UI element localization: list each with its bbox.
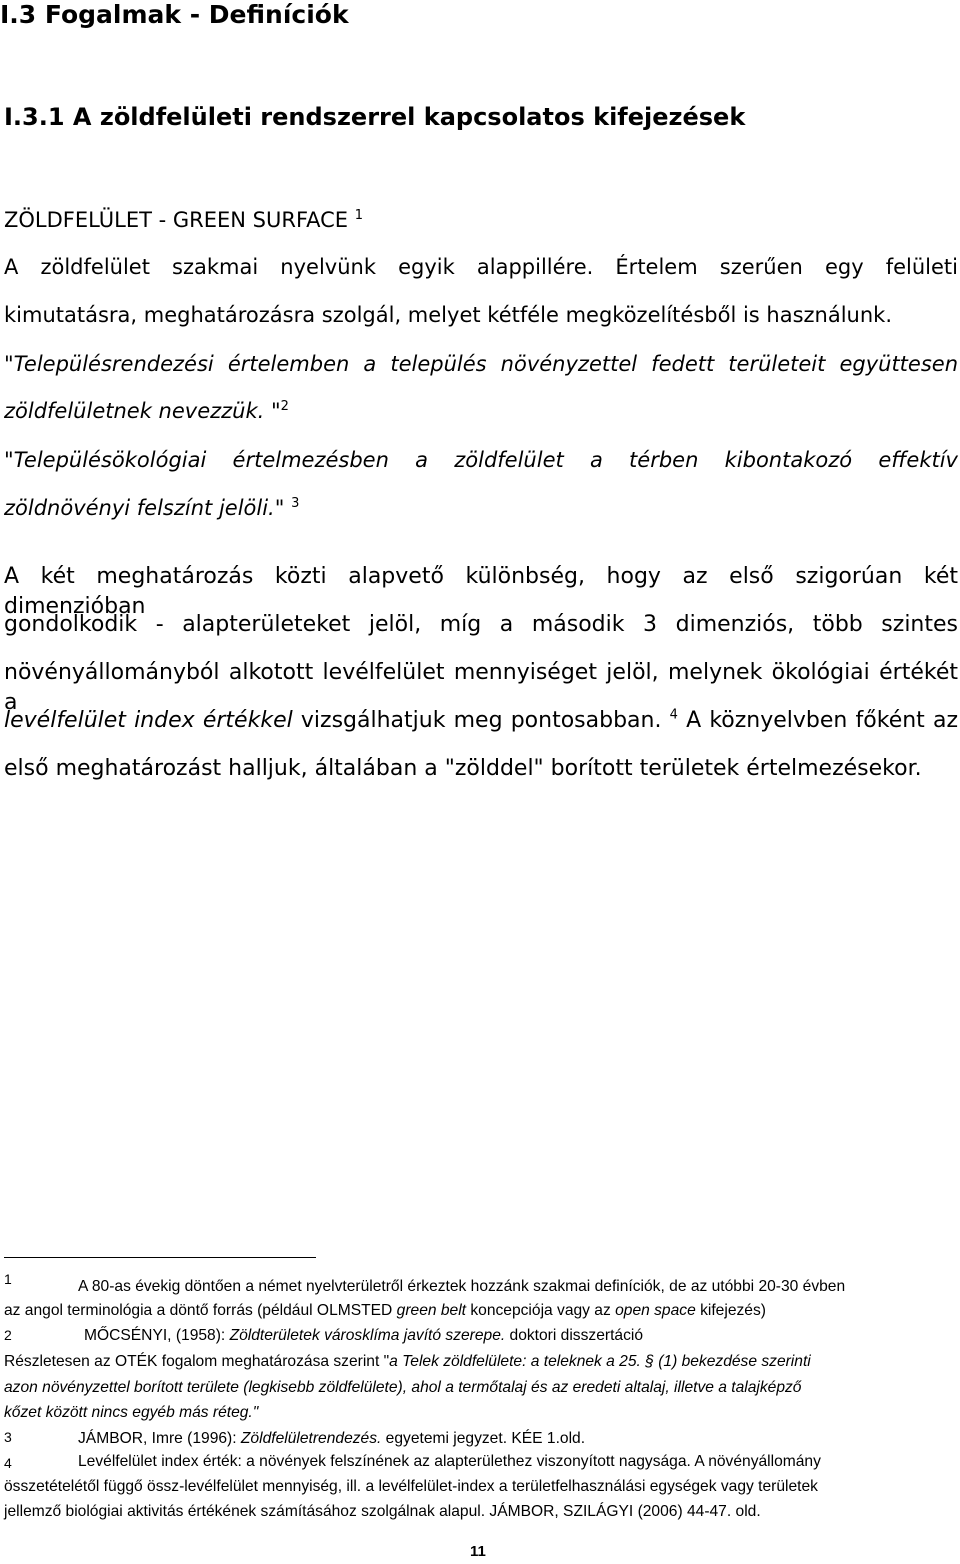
footnote2-line2 bbox=[4, 1352, 811, 1372]
fn1-line2-c: kifejezés) bbox=[695, 1302, 766, 1319]
term-text: ZÖLDFELÜLET - GREEN SURFACE bbox=[4, 208, 349, 232]
footnote2-line3: azon növényzettel borított területe (legkisebb zöldfelülete), ahol a termőtalaj és az eredeti altalaj, illetve a talajképző bbox=[4, 1379, 802, 1396]
paragraph2-line4 bbox=[4, 706, 958, 736]
paragraph2-line4-italic: levélfelület index értékkel bbox=[4, 708, 293, 733]
fn2-rest: doktori disszertáció bbox=[505, 1327, 644, 1344]
footnote3-number: 3 bbox=[4, 1429, 12, 1445]
footnote-ref-4: 4 bbox=[669, 707, 678, 723]
footnote4-line3: jellemző biológiai aktivitás értékének számításához szolgálnak alapul. JÁMBOR, SZILÁGYI (2006) 44-47. old. bbox=[4, 1503, 761, 1520]
paragraph2-line3: növényállományból alkotott levélfelület mennyiséget jelöl, melynek ökológiai értékét a bbox=[4, 660, 958, 715]
quote1-line1: "Településrendezési értelemben a település növényzettel fedett területeit együttesen bbox=[4, 352, 958, 376]
paragraph1-line1: A zöldfelület szakmai nyelvünk egyik alappillére. Értelem szerűen egy felületi bbox=[4, 255, 958, 279]
quote2-line2 bbox=[4, 493, 299, 523]
fn3-rest: egyetemi jegyzet. KÉE 1.old. bbox=[381, 1430, 586, 1447]
paragraph2-line1: A két meghatározás közti alapvető különbség, hogy az első szigorúan két dimenzióban bbox=[4, 564, 958, 619]
fn2-line2-italic: a Telek zöldfelülete: a teleknek a 25. § (1) bekezdése szerinti bbox=[389, 1353, 811, 1370]
paragraph2-line4-rest: vizsgálhatjuk meg pontosabban. bbox=[292, 708, 662, 733]
term-heading bbox=[4, 205, 363, 235]
footnote2-line4: kőzet között nincs egyéb más réteg." bbox=[4, 1404, 259, 1421]
footnote-ref-3: 3 bbox=[291, 496, 300, 511]
paragraph2-line2: gondolkodik - alapterületeket jelöl, míg a második 3 dimenziós, több szintes bbox=[4, 612, 958, 637]
fn1-line2-a: az angol terminológia a döntő forrás (például OLMSTED bbox=[4, 1302, 397, 1319]
footnote4-line2: összetételétől függő össz-levélfelület mennyiség, ill. a levélfelület-index a területfelhasználási egységek vagy területek bbox=[4, 1478, 818, 1495]
quote2-line2-text: zöldnövényi felszínt jelöli." bbox=[4, 496, 285, 520]
footnote-ref-2: 2 bbox=[280, 399, 289, 414]
footnote1-line2 bbox=[4, 1301, 766, 1321]
fn3-title: Zöldfelületrendezés. bbox=[240, 1430, 382, 1447]
footnote1-line1: A 80-as évekig döntően a német nyelvterületről érkeztek hozzánk szakmai definíciók, de az utóbbi 20-30 évben bbox=[78, 1278, 846, 1295]
paragraph2-line5: első meghatározást halljuk, általában a "zölddel" borított területek értelmezésekor. bbox=[4, 756, 922, 781]
fn1-line2-b: koncepciója vagy az bbox=[466, 1302, 616, 1319]
fn1-green-belt: green belt bbox=[396, 1302, 467, 1319]
footnote-ref-1: 1 bbox=[354, 208, 364, 223]
footnote2-line1 bbox=[84, 1326, 643, 1346]
section-heading: I.3 Fogalmak - Definíciók bbox=[0, 0, 349, 29]
fn2-title: Zöldterületek városklíma javító szerepe. bbox=[229, 1327, 506, 1344]
page-number: 11 bbox=[470, 1543, 486, 1560]
fn1-open-space: open space bbox=[615, 1302, 696, 1319]
footnote-separator bbox=[4, 1257, 316, 1258]
paragraph1-line2: kimutatásra, meghatározásra szolgál, melyet kétféle megközelítésből is használunk. bbox=[4, 303, 893, 327]
fn2-line2-a: Részletesen az OTÉK fogalom meghatározása szerint " bbox=[4, 1353, 390, 1370]
subsection-heading: I.3.1 A zöldfelületi rendszerrel kapcsolatos kifejezések bbox=[4, 103, 746, 131]
footnote4-line1: Levélfelület index érték: a növények felszínének az alapterülethez viszonyított nagysága. A növényállomány bbox=[78, 1453, 821, 1470]
fn3-author: JÁMBOR, Imre (1996): bbox=[78, 1430, 241, 1447]
footnote4-number: 4 bbox=[4, 1455, 12, 1471]
quote2-line1: "Településökológiai értelmezésben a zöldfelület a térben kibontakozó effektív bbox=[4, 448, 958, 472]
footnote1-number: 1 bbox=[4, 1271, 12, 1287]
fn2-author: MŐCSÉNYI, (1958): bbox=[84, 1327, 230, 1344]
footnote2-number: 2 bbox=[4, 1327, 12, 1343]
quote1-line2 bbox=[4, 396, 289, 426]
quote1-line2-text: zöldfelületnek nevezzük. " bbox=[4, 399, 281, 423]
footnote3-line1 bbox=[78, 1429, 585, 1449]
paragraph2-line4-tail: A köznyelvben főként az bbox=[677, 708, 959, 733]
